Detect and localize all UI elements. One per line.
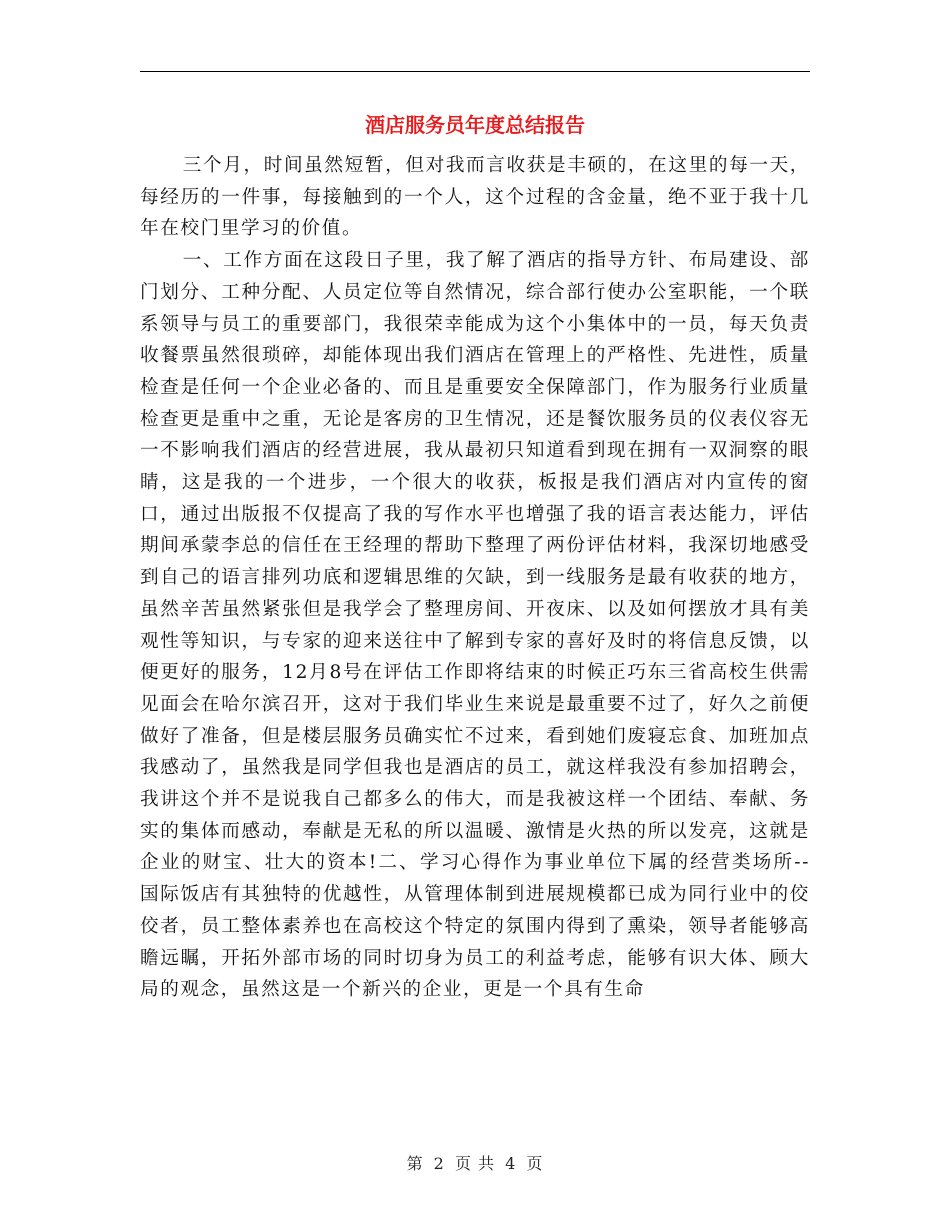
- footer-suffix: 页: [526, 1154, 544, 1173]
- header-rule: [140, 71, 810, 72]
- paragraph-work: 一、工作方面在这段日子里，我了解了酒店的指导方针、布局建设、部门划分、工种分配、人员定位等自然情况，综合部行使办公室职能，一个联系领导与员工的重要部门，我很荣幸能成为这个小集体中的一员，每天负责收餐票虽然很琐碎，却能体现出我们酒店在管理上的严格性、先进性，质量检查是任何一个企业必备的、而且是重要安全保障部门，作为服务行业质量检查更是重中之重，无论是客房的卫生情况，还是餐饮服务员的仪表仪容无一不影响我们酒店的经营进展，我从最初只知道看到现在拥有一双洞察的眼睛，这是我的一个进步，一个很大的收获，板报是我们酒店对内宣传的窗口，通过出版报不仅提高了我的写作水平也增强了我的语言表达能力，评估期间承蒙李总的信任在王经理的帮助下整理了两份评估材料，我深切地感受到自己的语言排列功底和逻辑思维的欠缺，到一线服务是最有收获的地方，虽然辛苦虽然紧张但是我学会了整理房间、开夜床、以及如何摆放才具有美观性等知识，与专家的迎来送往中了解到专家的喜好及时的将信息反馈，以便更好的服务，12月8号在评估工作即将结束的时候正巧东三省高校生供需见面会在哈尔滨召开，这对于我们毕业生来说是最重要不过了，好久之前便做好了准备，但是楼层服务员确实忙不过来，看到她们废寝忘食、加班加点我感动了，虽然我是同学但我也是酒店的员工，就这样我没有参加招聘会，我讲这个并不是说我自己都多么的伟大，而是我被这样一个团结、奉献、务实的集体而感动，奉献是无私的所以温暖、激情是火热的所以发亮，这就是企业的财宝、壮大的资本!二、学习心得作为事业单位下属的经营类场所--国际饭店有其独特的优越性，从管理体制到进展规模都已成为同行业中的佼佼者，员工整体素养也在高校这个特定的氛围内得到了熏染，领导者能够高瞻远瞩，开拓外部市场的同时切身为员工的利益考虑，能够有识大体、顾大局的观念，虽然这是一个新兴的企业，更是一个具有生命: [140, 250, 810, 1001]
- footer-current-page: 2: [433, 1154, 445, 1173]
- document-title: 酒店服务员年度总结报告: [365, 113, 585, 137]
- page-footer: [140, 1152, 810, 1176]
- document-body: [140, 150, 810, 1006]
- footer-prefix: 第: [406, 1154, 424, 1173]
- paragraph-intro: 三个月，时间虽然短暂，但对我而言收获是丰硕的，在这里的每一天，每经历的一件事，每接触到的一个人，这个过程的含金量，绝不亚于我十几年在校门里学习的价值。: [140, 155, 810, 240]
- footer-total-pages: 4: [505, 1154, 517, 1173]
- footer-middle: 页 共: [454, 1154, 496, 1173]
